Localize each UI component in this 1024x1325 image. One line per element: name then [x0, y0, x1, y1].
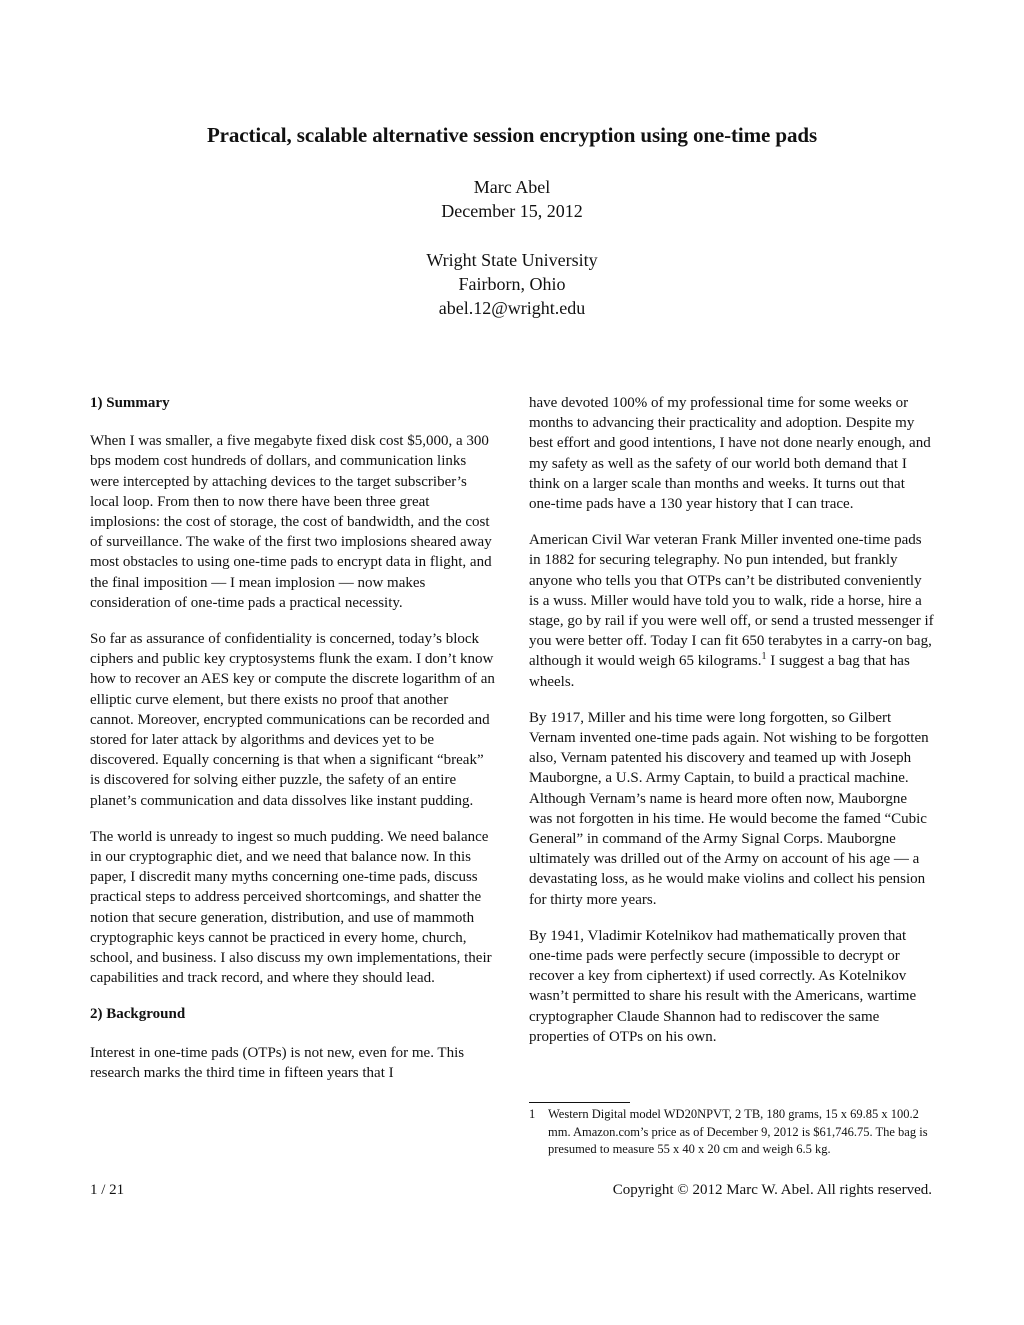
paragraph: By 1941, Vladimir Kotelnikov had mathematically proven that one-time pads were perfectly secure (impossible to decrypt or recover a key from ciphertext) if used correctly. As Kotelnikov wasn’t permitted to share his result with the Americans, wartime cryptographer Claude Shannon had to rediscover the same properties of OTPs on his own.	[529, 927, 917, 1045]
paragraph: So far as assurance of confidentiality is concerned, today’s block ciphers and public key cryptosystems flunk the exam. I don’t know how to recover an AES key or compute the discrete logarithm of an elliptic curve element, but there exists no proof that another cannot. Moreover, encrypted communications can be recorded and stored for later attack by algorithms and devices yet to be discovered. Equally concerning is that when a significant “break” is discovered for solving either puzzle, the safety of an entire planet’s communication and data dissolves like instant pudding.	[90, 631, 495, 809]
footnote	[529, 1106, 939, 1159]
author-name: Marc Abel	[473, 177, 551, 197]
paragraph-text: American Civil War veteran Frank Miller invented one-time pads in 1882 for securing telegraphy. No pun intended, but frankly anyone who tells you that OTPs can’t be distributed conveniently is a wuss. Miller would have told you to walk, ride a horse, hire a stage, go by rail if you were well off, or send a trusted messenger if you were better off. Today I can fit 650 terabytes in a carry-on bag, although it would weigh 65 kilograms.	[529, 532, 934, 670]
paragraph: When I was smaller, a five megabyte fixed disk cost $5,000, a 300 bps modem cost hundreds of dollars, and communication links were intercepted by attaching devices to the target subscriber’s local loop. From then to now there have been three great implosions: the cost of storage, the cost of bandwidth, and the cost of surveillance. The wake of the first two implosions sheared away most obstacles to using one-time pads to encrypt data in flight, and the final imposition — I mean implosion — now makes consideration of one-time pads a practical necessity.	[90, 433, 492, 611]
copyright-notice: Copyright © 2012 Marc W. Abel. All rights reserved.	[612, 1182, 932, 1198]
footnote-number: 1	[529, 1107, 536, 1121]
footnote-ref[interactable]: 1	[761, 651, 767, 663]
university: Wright State University	[426, 250, 598, 270]
page-number: 1 / 21	[90, 1182, 125, 1198]
paragraph: have devoted 100% of my professional time for some weeks or months to advancing their practicality and adoption. Despite my best effort and good intentions, I have not done nearly enough, and my safety as well as the safety of our world both demand that I think on a larger scale than months and weeks. It turns out that one-time pads have a 130 year history that I can trace.	[529, 395, 931, 513]
footnote-text: Western Digital model WD20NPVT, 2 TB, 180 grams, 15 x 69.85 x 100.2 mm. Amazon.com’s price as of December 9, 2012 is $61,746.75. The bag is presumed to measure 55 x 40 x 20 cm and weigh 6.5 kg.	[548, 1107, 928, 1156]
paper-title: Practical, scalable alternative session encryption using one-time pads	[206, 123, 818, 147]
paragraph	[529, 530, 934, 692]
section-heading-summary: 1) Summary	[90, 395, 170, 411]
right-column	[529, 393, 934, 1063]
paper-date: December 15, 2012	[441, 201, 583, 221]
paragraph-text: I suggest a bag that has wheels.	[529, 653, 910, 690]
paragraph: Interest in one-time pads (OTPs) is not new, even for me. This research marks the third time in fifteen years that I	[90, 1044, 465, 1081]
footnote-divider	[529, 1102, 630, 1103]
author-block	[0, 175, 1024, 223]
email: abel.12@wright.edu	[438, 298, 586, 318]
paragraph: The world is unready to ingest so much pudding. We need balance in our cryptographic diet, and we need that balance now. In this paper, I discredit many myths concerning one-time pads, discuss practical steps to address perceived shortcomings, and shatter the notion that secure generation, distribution, and use of mammoth cryptographic keys cannot be practiced in every home, church, school, and business. I also discuss my own implementations, their capabilities and track record, and where they should lead.	[90, 828, 492, 987]
affiliation-block	[0, 248, 1024, 320]
left-column	[90, 393, 495, 1099]
paragraph: By 1917, Miller and his time were long forgotten, so Gilbert Vernam invented one-time pads again. Not wishing to be forgotten also, Vernam patented his discovery and teamed up with Joseph Mauborgne, a U.S. Army Captain, to build a practical machine. Although Vernam’s name is heard more often now, Mauborgne was not forgotten in his time. He would become the famed “Cubic General” in command of the Army Signal Corps. Mauborgne ultimately was drilled out of the Army on account of his age — a devastating loss, as he would make violins and collect his pension for thirty more years.	[529, 709, 929, 908]
section-heading-background: 2) Background	[90, 1006, 186, 1023]
location: Fairborn, Ohio	[458, 274, 566, 294]
